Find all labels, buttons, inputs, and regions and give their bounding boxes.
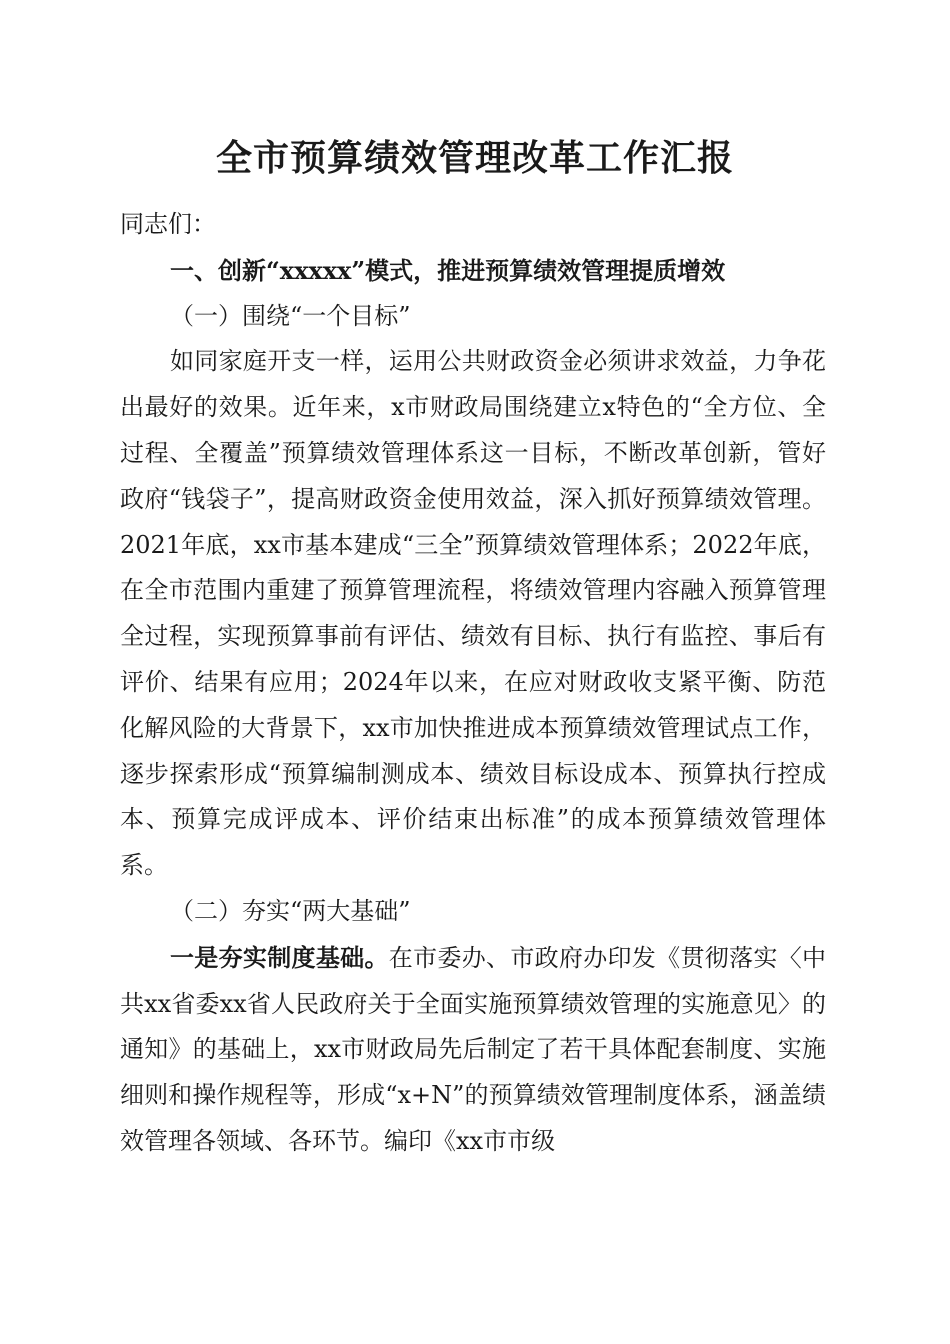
paragraph-2: [120, 935, 826, 1165]
subsection-heading-1: （一）围绕“一个目标”: [170, 301, 411, 330]
document-body: [120, 202, 826, 1165]
paragraph-1: 如同家庭开支一样，运用公共财政资金必须讲求效益，力争花出最好的效果。近年来，x市财政局围绕建立x特色的“全方位、全过程、全覆盖”预算绩效管理体系这一目标，不断改革创新，管好政府“钱袋子”，提高财政资金使用效益，深入抓好预算绩效管理。2021年底，xx市基本建成“三全”预算绩效管理体系；2022年底，在全市范围内重建了预算管理流程，将绩效管理内容融入预算管理全过程，实现预算事前有评估、绩效有目标、执行有监控、事后有评价、结果有应用；2024年以来，在应对财政收支紧平衡、防范化解风险的大背景下，xx市加快推进成本预算绩效管理试点工作，逐步探索形成“预算编制测成本、绩效目标设成本、预算执行控成本、预算完成评成本、评价结束出标准”的成本预算绩效管理体系。: [120, 347, 826, 880]
paragraph-2-text: 在市委办、市政府办印发《贯彻落实〈中共xx省委xx省人民政府关于全面实施预算绩效管理的实施意见〉的通知》的基础上，xx市财政局先后制定了若干具体配套制度、实施细则和操作规程等，形成“x+N”的预算绩效管理制度体系，涵盖绩效管理各领域、各环节。编印《xx市市级: [120, 943, 827, 1155]
section-heading-1: 一、创新“xxxxx”模式，推进预算绩效管理提质增效: [170, 255, 726, 285]
salutation: 同志们：: [120, 210, 216, 238]
paragraph-2-lead: 一是夯实制度基础。: [170, 942, 389, 972]
subsection-heading-2: （二）夯实“两大基础”: [170, 896, 411, 925]
document-title: 全市预算绩效管理改革工作汇报: [215, 137, 734, 179]
